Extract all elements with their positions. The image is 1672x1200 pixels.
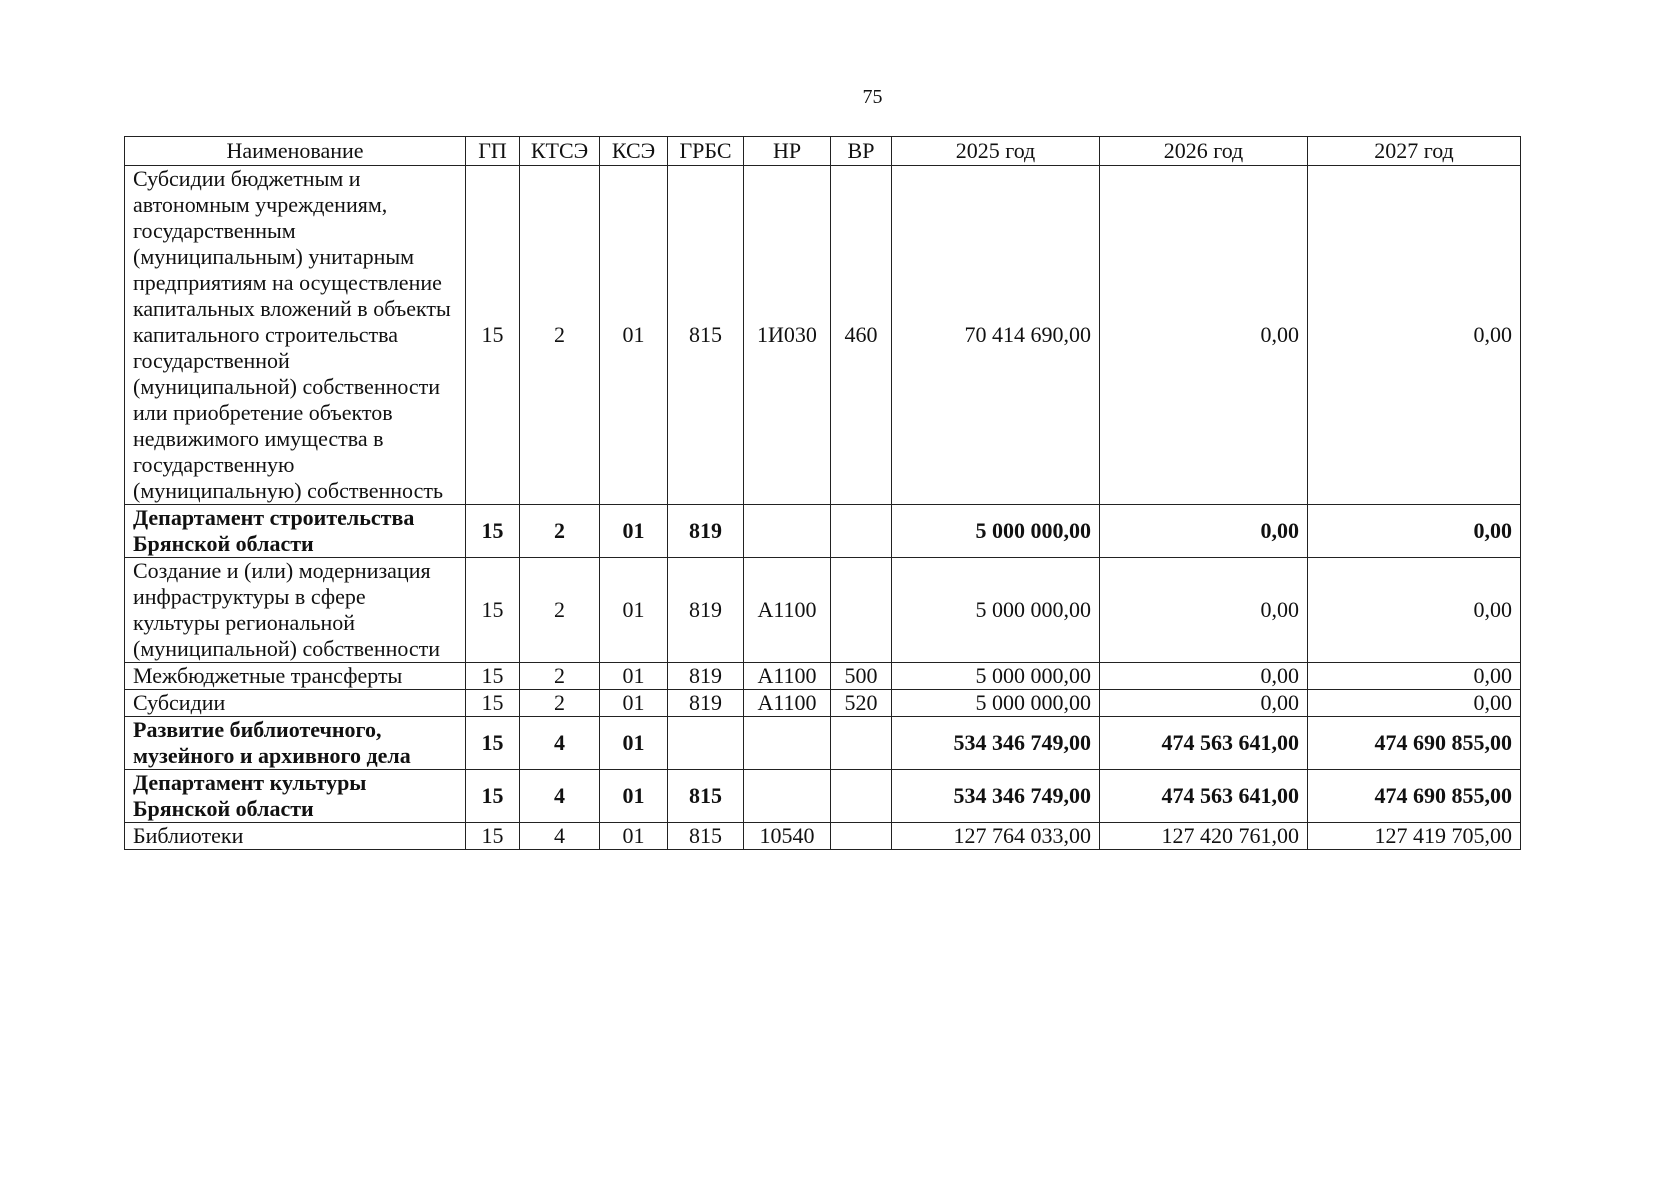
row-grbs: 815 — [668, 823, 744, 850]
row-2026: 127 420 761,00 — [1100, 823, 1308, 850]
row-2026: 474 563 641,00 — [1100, 717, 1308, 770]
row-name: Межбюджетные трансферты — [125, 663, 466, 690]
table-row — [125, 770, 1521, 823]
row-grbs: 819 — [668, 690, 744, 717]
row-ktse: 2 — [520, 558, 600, 663]
header-gp: ГП — [466, 137, 520, 166]
header-ktse: КТСЭ — [520, 137, 600, 166]
header-kse: КСЭ — [600, 137, 668, 166]
row-2027: 0,00 — [1308, 166, 1521, 505]
table-row — [125, 690, 1521, 717]
row-2027: 474 690 855,00 — [1308, 717, 1521, 770]
row-grbs: 819 — [668, 505, 744, 558]
header-nr: НР — [744, 137, 831, 166]
table-row — [125, 717, 1521, 770]
header-2026: 2026 год — [1100, 137, 1308, 166]
row-name: Департамент культуры Брянской области — [125, 770, 466, 823]
page-number: 75 — [862, 86, 883, 108]
row-nr: А1100 — [744, 663, 831, 690]
row-2026: 0,00 — [1100, 663, 1308, 690]
row-2025: 5 000 000,00 — [892, 663, 1100, 690]
row-grbs: 819 — [668, 558, 744, 663]
row-kse: 01 — [600, 505, 668, 558]
row-2025: 5 000 000,00 — [892, 505, 1100, 558]
row-vr — [831, 717, 892, 770]
header-name: Наименование — [125, 137, 466, 166]
header-vr: ВР — [831, 137, 892, 166]
table-row — [125, 505, 1521, 558]
row-nr: А1100 — [744, 690, 831, 717]
row-vr — [831, 505, 892, 558]
table-row — [125, 823, 1521, 850]
header-2027: 2027 год — [1308, 137, 1521, 166]
row-gp: 15 — [466, 505, 520, 558]
row-kse: 01 — [600, 717, 668, 770]
row-kse: 01 — [600, 823, 668, 850]
row-2025: 127 764 033,00 — [892, 823, 1100, 850]
header-2025: 2025 год — [892, 137, 1100, 166]
row-2027: 0,00 — [1308, 663, 1521, 690]
row-nr: 1И030 — [744, 166, 831, 505]
row-vr: 520 — [831, 690, 892, 717]
row-nr — [744, 717, 831, 770]
row-gp: 15 — [466, 663, 520, 690]
row-ktse: 2 — [520, 166, 600, 505]
row-name: Развитие библиотечного, музейного и архивного дела — [125, 717, 466, 770]
row-kse: 01 — [600, 166, 668, 505]
row-2027: 0,00 — [1308, 690, 1521, 717]
row-2026: 474 563 641,00 — [1100, 770, 1308, 823]
row-2026: 0,00 — [1100, 166, 1308, 505]
row-2025: 5 000 000,00 — [892, 690, 1100, 717]
row-nr — [744, 505, 831, 558]
table-row — [125, 663, 1521, 690]
row-vr: 460 — [831, 166, 892, 505]
row-gp: 15 — [466, 770, 520, 823]
budget-table — [124, 136, 1521, 850]
row-ktse: 2 — [520, 505, 600, 558]
row-nr: 10540 — [744, 823, 831, 850]
row-2027: 0,00 — [1308, 558, 1521, 663]
row-name: Субсидии бюджетным и автономным учреждениям, государственным (муниципальным) унитарным предприятиям на осуществление капитальных вложений в объекты капитального строительства государственной (муниципальной) собственности или приобретение объектов недвижимого имущества в государственную (муниципальную) собственность — [125, 166, 466, 505]
row-vr — [831, 770, 892, 823]
row-grbs — [668, 717, 744, 770]
row-ktse: 4 — [520, 717, 600, 770]
row-kse: 01 — [600, 690, 668, 717]
row-2025: 70 414 690,00 — [892, 166, 1100, 505]
row-kse: 01 — [600, 663, 668, 690]
row-ktse: 2 — [520, 690, 600, 717]
row-gp: 15 — [466, 717, 520, 770]
row-2026: 0,00 — [1100, 690, 1308, 717]
row-grbs: 815 — [668, 770, 744, 823]
row-2025: 5 000 000,00 — [892, 558, 1100, 663]
row-gp: 15 — [466, 166, 520, 505]
row-kse: 01 — [600, 558, 668, 663]
row-name: Субсидии — [125, 690, 466, 717]
row-2027: 0,00 — [1308, 505, 1521, 558]
row-nr — [744, 770, 831, 823]
row-gp: 15 — [466, 690, 520, 717]
row-2025: 534 346 749,00 — [892, 717, 1100, 770]
row-ktse: 2 — [520, 663, 600, 690]
row-vr: 500 — [831, 663, 892, 690]
row-ktse: 4 — [520, 770, 600, 823]
row-name: Библиотеки — [125, 823, 466, 850]
row-kse: 01 — [600, 770, 668, 823]
row-2026: 0,00 — [1100, 558, 1308, 663]
row-2027: 127 419 705,00 — [1308, 823, 1521, 850]
row-ktse: 4 — [520, 823, 600, 850]
table-row — [125, 166, 1521, 505]
row-name: Департамент строительства Брянской области — [125, 505, 466, 558]
table-header-row — [125, 137, 1521, 166]
row-gp: 15 — [466, 823, 520, 850]
row-grbs: 819 — [668, 663, 744, 690]
row-2026: 0,00 — [1100, 505, 1308, 558]
table-row — [125, 558, 1521, 663]
row-vr — [831, 823, 892, 850]
row-2025: 534 346 749,00 — [892, 770, 1100, 823]
row-name: Создание и (или) модернизация инфраструктуры в сфере культуры региональной (муниципальной) собственности — [125, 558, 466, 663]
header-grbs: ГРБС — [668, 137, 744, 166]
row-nr: А1100 — [744, 558, 831, 663]
row-vr — [831, 558, 892, 663]
row-2027: 474 690 855,00 — [1308, 770, 1521, 823]
row-gp: 15 — [466, 558, 520, 663]
row-grbs: 815 — [668, 166, 744, 505]
